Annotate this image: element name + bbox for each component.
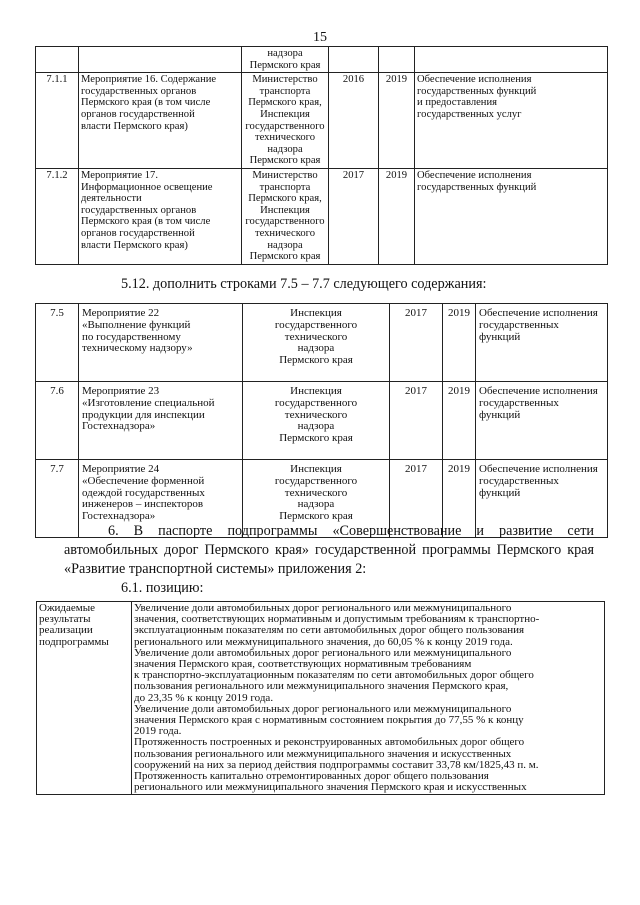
measure-name: Мероприятие 22 «Выполнение функций по государственному техническому надзору»: [79, 304, 243, 382]
table-row: [36, 47, 608, 73]
row-number: 7.6: [36, 381, 79, 459]
row-number: 7.1.1: [36, 73, 79, 169]
paragraph-6-1: 6.1. позицию:: [121, 580, 204, 596]
expected-result: Обеспечение исполнения государственных функций: [476, 381, 608, 459]
start-year: 2017: [329, 168, 379, 264]
start-year: [329, 47, 379, 73]
row-number: 7.1.2: [36, 168, 79, 264]
executor: Министерство транспорта Пермского края, Инспекция государственного технического надзора Пермского края: [242, 73, 329, 169]
row-number: 7.5: [36, 304, 79, 382]
paragraph-6: 6. В паспорте подпрограммы «Совершенствование и развитие сети автомобильных дорог Пермского края» государственной программы Пермского края «Развитие транспортной системы» приложения 2:: [64, 523, 594, 577]
table-row: [36, 304, 608, 382]
position-text: Увеличение доли автомобильных дорог регионального или межмуниципального значения, соответствующих нормативным и допустимым требованиям к транспортно- эксплуатационным показателям по сети автомобильных дорог общего пользования регионального или межмуниципального значения, до 60,05 % к концу 2019 года. Увеличение доли автомобильных дорог регионального или межмуниципального значения Пермского края, соответствующих нормативным требованиям к транспортно-эксплуатационным показателям по сети автомобильных дорог общего пользования регионального или межмуниципального значения Пермского края, до 23,35 % к концу 2019 года. Увеличение доли автомобильных дорог регионального или межмуниципального значения Пермского края с нормативным состоянием покрытия до 77,55 % к концу 2019 года. Протяженность построенных и реконструированных автомобильных дорог общего пользования регионального или межмуниципального значения и искусственных сооружений на них за период действия подпрограммы составит 33,78 км/1825,43 п. м. Протяженность капитально отремонтированных дорог общего пользования регионального или межмуниципального значения Пермского края и искусственных: [132, 602, 605, 795]
row-number: 7.7: [36, 459, 79, 537]
start-year: 2017: [390, 304, 443, 382]
end-year: 2019: [443, 381, 476, 459]
measure-name: Мероприятие 17. Информационное освещение деятельности государственных органов Пермского края (в том числе органов государственной власти Пермского края): [79, 168, 242, 264]
table-row: [36, 381, 608, 459]
expected-result: Обеспечение исполнения государственных функций: [476, 304, 608, 382]
executor: Инспекция государственного технического надзора Пермского края: [243, 304, 390, 382]
expected-result: Обеспечение исполнения государственных функций: [415, 168, 608, 264]
end-year: 2019: [379, 168, 415, 264]
end-year: 2019: [443, 304, 476, 382]
executor: Инспекция государственного технического надзора Пермского края: [243, 381, 390, 459]
end-year: 2019: [443, 459, 476, 537]
position-label: Ожидаемые результаты реализации подпрограммы: [37, 602, 132, 795]
start-year: 2016: [329, 73, 379, 169]
measure-name: Мероприятие 24 «Обеспечение форменной одеждой государственных инженеров – инспекторов Гостехнадзора»: [79, 459, 243, 537]
measure-name: Мероприятие 16. Содержание государственных органов Пермского края (в том числе органов государственной власти Пермского края): [79, 73, 242, 169]
measures-table-continued: [35, 46, 608, 265]
expected-result: [415, 47, 608, 73]
executor: Министерство транспорта Пермского края, Инспекция государственного технического надзора Пермского края: [242, 168, 329, 264]
start-year: 2017: [390, 459, 443, 537]
expected-result: Обеспечение исполнения государственных функций и предоставления государственных услуг: [415, 73, 608, 169]
executor: Инспекция государственного технического надзора Пермского края: [243, 459, 390, 537]
measure-name: [79, 47, 242, 73]
expected-results-table: [36, 601, 605, 795]
start-year: 2017: [390, 381, 443, 459]
end-year: [379, 47, 415, 73]
table-row: [36, 73, 608, 169]
measure-name: Мероприятие 23 «Изготовление специальной продукции для инспекции Гостехнадзора»: [79, 381, 243, 459]
table-row: [36, 168, 608, 264]
paragraph-5-12: 5.12. дополнить строками 7.5 – 7.7 следующего содержания:: [121, 276, 487, 292]
end-year: 2019: [379, 73, 415, 169]
row-number: [36, 47, 79, 73]
table-row: [37, 602, 605, 795]
expected-result: Обеспечение исполнения государственных функций: [476, 459, 608, 537]
executor: надзора Пермского края: [242, 47, 329, 73]
new-rows-table: [35, 303, 608, 538]
page-number: 15: [313, 30, 327, 45]
